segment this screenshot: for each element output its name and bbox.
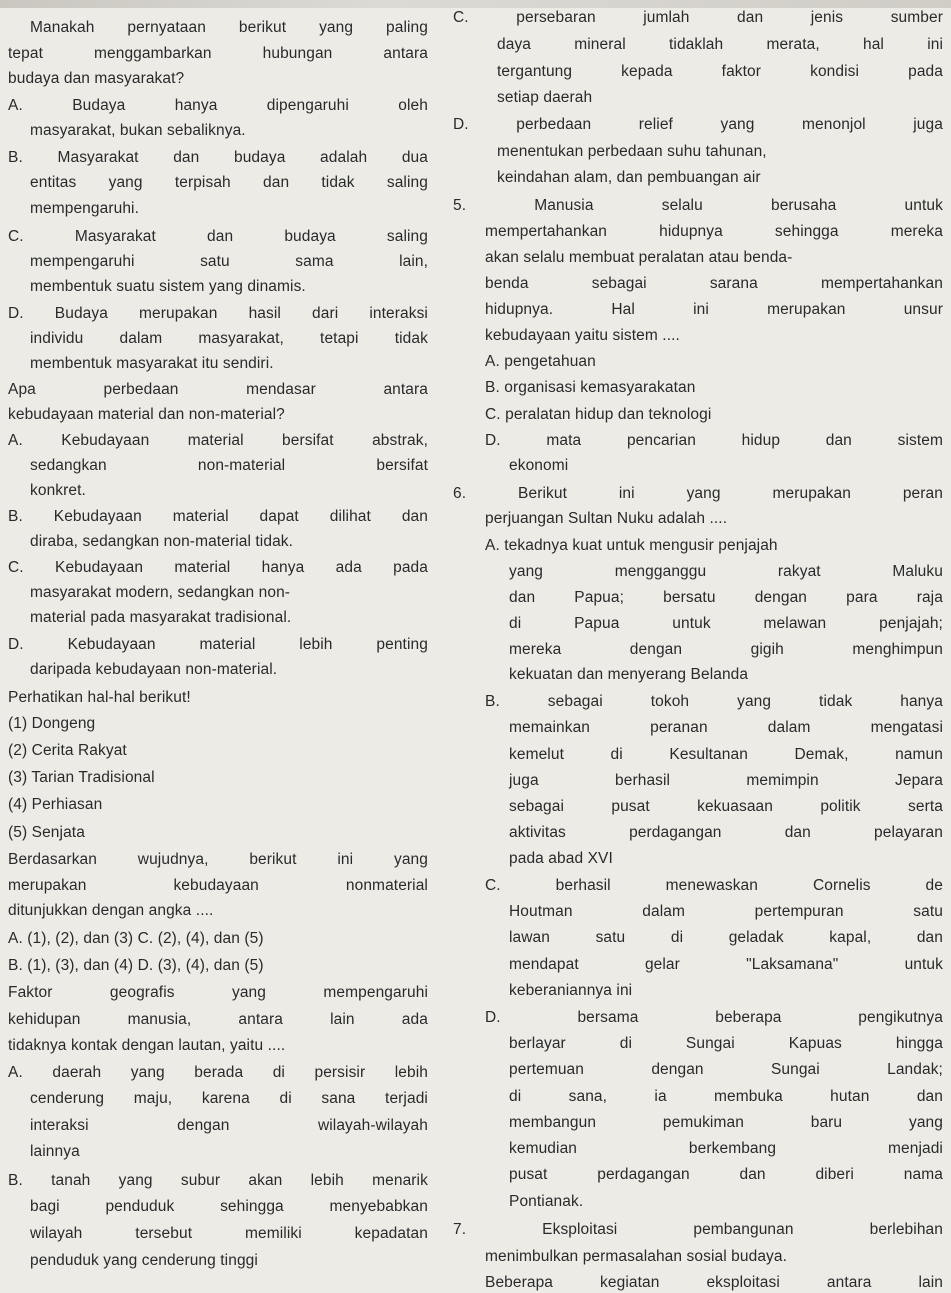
right-column-line: C. peralatan hidup dan teknologi bbox=[485, 406, 712, 423]
left-column-line: mempengaruhi satu sama lain, bbox=[30, 253, 428, 270]
left-column-line: diraba, sedangkan non-material tidak. bbox=[30, 533, 294, 550]
right-column-line: Pontianak. bbox=[509, 1193, 584, 1210]
left-column-line: individu dalam masyarakat, tetapi tidak bbox=[30, 330, 428, 347]
left-column-line: kebudayaan material dan non-material? bbox=[8, 406, 285, 423]
left-column-line: B. Masyarakat dan budaya adalah dua bbox=[8, 149, 428, 166]
right-column-line: D. perbedaan relief yang menonjol juga bbox=[453, 116, 943, 133]
right-column-line: aktivitas perdagangan dan pelayaran bbox=[509, 824, 943, 841]
left-column-line: entitas yang terpisah dan tidak saling bbox=[30, 174, 428, 191]
left-column-line: D. Budaya merupakan hasil dari interaksi bbox=[8, 305, 428, 322]
right-column-line: sebagai pusat kekuasaan politik serta bbox=[509, 798, 943, 815]
left-column-line: tidaknya kontak dengan lautan, yaitu .... bbox=[8, 1037, 286, 1054]
right-column-line: D. mata pencarian hidup dan sistem bbox=[485, 432, 943, 449]
right-column-line: pusat perdagangan dan diberi nama bbox=[509, 1166, 943, 1183]
right-column-line: keberaniannya ini bbox=[509, 982, 633, 999]
left-column-line: Perhatikan hal-hal berikut! bbox=[8, 689, 191, 706]
left-column-line: (3) Tarian Tradisional bbox=[8, 769, 155, 786]
left-column-line: A. daerah yang berada di persisir lebih bbox=[8, 1064, 428, 1081]
right-column-line: Beberapa kegiatan eksploitasi antara lain bbox=[485, 1274, 943, 1291]
right-column-line: kemelut di Kesultanan Demak, namun bbox=[509, 746, 943, 763]
top-edge-strip bbox=[0, 0, 951, 8]
left-column-line: membentuk masyarakat itu sendiri. bbox=[30, 355, 274, 372]
left-column-line: sedangkan non-material bersifat bbox=[30, 457, 428, 474]
right-column-line: perjuangan Sultan Nuku adalah .... bbox=[485, 510, 728, 527]
right-column-line: membangun pemukiman baru yang bbox=[509, 1114, 943, 1131]
right-column-line: pertemuan dengan Sungai Landak; bbox=[509, 1061, 943, 1078]
right-column-line: daya mineral tidaklah merata, hal ini bbox=[497, 36, 943, 53]
right-column-line: menimbulkan permasalahan sosial budaya. bbox=[485, 1248, 788, 1265]
left-column-line: wilayah tersebut memiliki kepadatan bbox=[30, 1225, 428, 1242]
left-column-line: D. Kebudayaan material lebih penting bbox=[8, 636, 428, 653]
right-column-line: ekonomi bbox=[509, 457, 569, 474]
right-column-line: hidupnya. Hal ini merupakan unsur bbox=[485, 301, 943, 318]
right-column-line: D. bersama beberapa pengikutnya bbox=[485, 1009, 943, 1026]
left-column-line: A. Budaya hanya dipengaruhi oleh bbox=[8, 97, 428, 114]
left-column-line: cenderung maju, karena di sana terjadi bbox=[30, 1090, 428, 1107]
right-column-line: 7. Eksploitasi pembangunan berlebihan bbox=[453, 1221, 943, 1238]
left-column-line: konkret. bbox=[30, 482, 86, 499]
right-column-line: A. tekadnya kuat untuk mengusir penjajah bbox=[485, 537, 778, 554]
right-column-line: kekuatan dan menyerang Belanda bbox=[509, 666, 749, 683]
left-column-line: mempengaruhi. bbox=[30, 200, 139, 217]
right-column-line: Houtman dalam pertempuran satu bbox=[509, 903, 943, 920]
left-column-line: bagi penduduk sehingga menyebabkan bbox=[30, 1198, 428, 1215]
left-column-line: A. Kebudayaan material bersifat abstrak, bbox=[8, 432, 428, 449]
right-column-line: 6. Berikut ini yang merupakan peran bbox=[453, 485, 943, 502]
left-column-line: (4) Perhiasan bbox=[8, 796, 103, 813]
right-column-line: mempertahankan hidupnya sehingga mereka bbox=[485, 223, 943, 240]
right-column-line: B. sebagai tokoh yang tidak hanya bbox=[485, 693, 943, 710]
right-column-line: juga berhasil memimpin Jepara bbox=[509, 772, 943, 789]
left-column-line: Berdasarkan wujudnya, berikut ini yang bbox=[8, 851, 428, 868]
right-column-line: akan selalu membuat peralatan atau benda- bbox=[485, 249, 793, 266]
left-column-line: interaksi dengan wilayah-wilayah bbox=[30, 1117, 428, 1134]
left-column-line: Apa perbedaan mendasar antara bbox=[8, 381, 428, 398]
left-column-line: kehidupan manusia, antara lain ada bbox=[8, 1011, 428, 1028]
left-column-line: ditunjukkan dengan angka .... bbox=[8, 902, 214, 919]
right-column-line: berlayar di Sungai Kapuas hingga bbox=[509, 1035, 943, 1052]
left-column-line: masyarakat modern, sedangkan non- bbox=[30, 584, 291, 601]
right-column-line: 5. Manusia selalu berusaha untuk bbox=[453, 197, 943, 214]
left-column-line: Manakah pernyataan berikut yang paling bbox=[30, 19, 428, 36]
right-column-line: kemudian berkembang menjadi bbox=[509, 1140, 943, 1157]
left-column-line: (5) Senjata bbox=[8, 824, 85, 841]
left-column-line: lainnya bbox=[30, 1143, 80, 1160]
left-column-line: B. tanah yang subur akan lebih menarik bbox=[8, 1172, 428, 1189]
left-column-line: budaya dan masyarakat? bbox=[8, 70, 185, 87]
left-column-line: material pada masyarakat tradisional. bbox=[30, 609, 292, 626]
right-column-line: benda sebagai sarana mempertahankan bbox=[485, 275, 943, 292]
right-column-line: keindahan alam, dan pembuangan air bbox=[497, 169, 761, 186]
left-column-line: membentuk suatu sistem yang dinamis. bbox=[30, 278, 306, 295]
right-column-line: C. berhasil menewaskan Cornelis de bbox=[485, 877, 943, 894]
right-column-line: lawan satu di geladak kapal, dan bbox=[509, 929, 943, 946]
left-column-line: Faktor geografis yang mempengaruhi bbox=[8, 984, 428, 1001]
left-column-line: penduduk yang cenderung tinggi bbox=[30, 1252, 258, 1269]
right-column-line: C. persebaran jumlah dan jenis sumber bbox=[453, 9, 943, 26]
right-column-line: di Papua untuk melawan penjajah; bbox=[509, 615, 943, 632]
left-column-line: masyarakat, bukan sebaliknya. bbox=[30, 122, 246, 139]
right-column-line: mereka dengan gigih menghimpun bbox=[509, 641, 943, 658]
right-column-line: yang mengganggu rakyat Maluku bbox=[509, 563, 943, 580]
left-column-line: B. Kebudayaan material dapat dilihat dan bbox=[8, 508, 428, 525]
right-column-line: dan Papua; bersatu dengan para raja bbox=[509, 589, 943, 606]
left-column-line: C. Masyarakat dan budaya saling bbox=[8, 228, 428, 245]
left-column-line: (1) Dongeng bbox=[8, 715, 96, 732]
left-column-line: B. (1), (3), dan (4) D. (3), (4), dan (5) bbox=[8, 957, 264, 974]
right-column-line: pada abad XVI bbox=[509, 850, 613, 867]
right-column-line: kebudayaan yaitu sistem .... bbox=[485, 327, 680, 344]
right-column-line: menentukan perbedaan suhu tahunan, bbox=[497, 143, 767, 160]
left-column-line: C. Kebudayaan material hanya ada pada bbox=[8, 559, 428, 576]
right-column-line: A. pengetahuan bbox=[485, 353, 596, 370]
right-column-line: tergantung kepada faktor kondisi pada bbox=[497, 63, 943, 80]
right-column-line: setiap daerah bbox=[497, 89, 593, 106]
left-column-line: daripada kebudayaan non-material. bbox=[30, 661, 278, 678]
left-column-line: tepat menggambarkan hubungan antara bbox=[8, 45, 428, 62]
left-column-line: merupakan kebudayaan nonmaterial bbox=[8, 877, 428, 894]
right-column-line: di sana, ia membuka hutan dan bbox=[509, 1088, 943, 1105]
right-column-line: mendapat gelar "Laksamana" untuk bbox=[509, 956, 943, 973]
left-column-line: (2) Cerita Rakyat bbox=[8, 742, 127, 759]
left-column-line: A. (1), (2), dan (3) C. (2), (4), dan (5) bbox=[8, 930, 264, 947]
right-column-line: memainkan peranan dalam mengatasi bbox=[509, 719, 943, 736]
right-column-line: B. organisasi kemasyarakatan bbox=[485, 379, 696, 396]
